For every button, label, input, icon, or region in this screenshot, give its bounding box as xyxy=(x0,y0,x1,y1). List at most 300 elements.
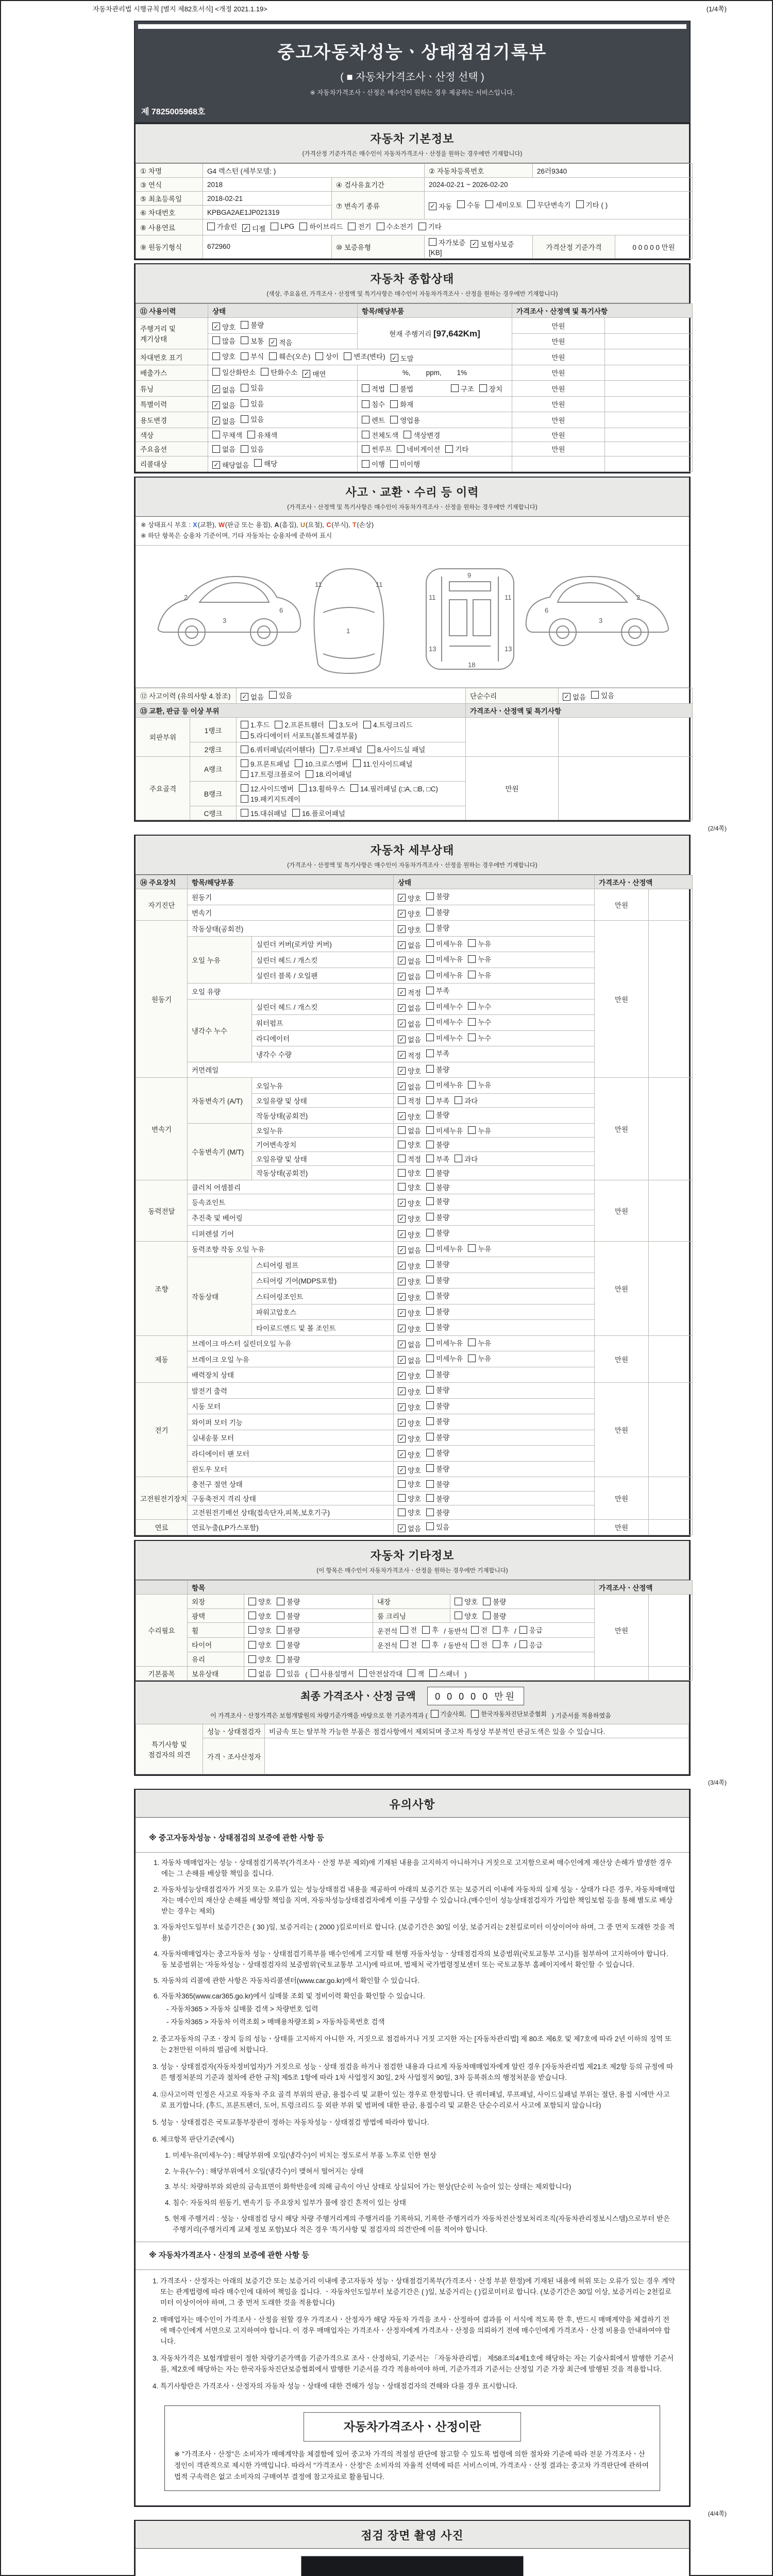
checkbox-box[interactable] xyxy=(426,1480,434,1488)
checkbox-box[interactable] xyxy=(468,1002,476,1010)
checkbox-option[interactable] xyxy=(468,1125,491,1136)
checkbox-option[interactable] xyxy=(471,1624,488,1635)
checkbox-option[interactable] xyxy=(398,1182,421,1192)
checkbox-option[interactable] xyxy=(212,460,249,470)
checkbox-box[interactable] xyxy=(398,1509,406,1516)
checkbox-box[interactable] xyxy=(362,400,369,408)
checkbox-box[interactable] xyxy=(212,385,220,393)
checkbox-option[interactable] xyxy=(397,444,440,454)
checkbox-option[interactable] xyxy=(353,758,412,769)
checkbox-box[interactable] xyxy=(269,352,277,360)
checkbox-box[interactable] xyxy=(362,445,369,453)
checkbox-box[interactable] xyxy=(397,445,405,453)
checkbox-box[interactable] xyxy=(426,987,434,994)
checkbox-box[interactable] xyxy=(455,1598,462,1605)
checkbox-option[interactable] xyxy=(398,1050,421,1060)
checkbox-option[interactable] xyxy=(426,1416,449,1426)
checkbox-option[interactable] xyxy=(377,221,413,231)
checkbox-box[interactable] xyxy=(350,784,358,792)
checkbox-option[interactable] xyxy=(398,1154,421,1164)
checkbox-option[interactable] xyxy=(426,1321,449,1332)
checkbox-option[interactable] xyxy=(398,971,421,981)
checkbox-option[interactable] xyxy=(426,954,463,964)
checkbox-box[interactable] xyxy=(426,1126,434,1134)
checkbox-option[interactable] xyxy=(398,1339,421,1349)
checkbox-box[interactable] xyxy=(277,1641,284,1649)
checkbox-option[interactable] xyxy=(390,383,413,394)
checkbox-option[interactable] xyxy=(426,1463,449,1473)
checkbox-option[interactable] xyxy=(426,1095,449,1106)
checkbox-box[interactable] xyxy=(241,336,248,344)
checkbox-option[interactable] xyxy=(426,1337,463,1348)
checkbox-option[interactable] xyxy=(426,891,449,901)
checkbox-box[interactable] xyxy=(398,894,406,902)
checkbox-option[interactable] xyxy=(277,1625,300,1635)
checkbox-box[interactable] xyxy=(299,223,307,230)
checkbox-box[interactable] xyxy=(398,1480,406,1488)
checkbox-option[interactable] xyxy=(426,1109,449,1120)
checkbox-box[interactable] xyxy=(426,1338,434,1346)
checkbox-box[interactable] xyxy=(248,1626,256,1634)
checkbox-option[interactable] xyxy=(426,1479,449,1489)
checkbox-box[interactable] xyxy=(241,721,248,728)
checkbox-box[interactable] xyxy=(248,1612,256,1619)
checkbox-option[interactable] xyxy=(426,1048,449,1058)
checkbox-option[interactable] xyxy=(451,383,474,394)
checkbox-option[interactable] xyxy=(426,1400,449,1411)
checkbox-option[interactable] xyxy=(398,1065,421,1076)
checkbox-box[interactable] xyxy=(426,1096,434,1104)
checkbox-box[interactable] xyxy=(248,1669,256,1677)
checkbox-option[interactable] xyxy=(299,783,345,793)
checkbox-box[interactable] xyxy=(212,417,220,425)
checkbox-box[interactable] xyxy=(398,1199,406,1207)
checkbox-box[interactable] xyxy=(398,988,406,996)
checkbox-box[interactable] xyxy=(398,957,406,964)
checkbox-box[interactable] xyxy=(398,1419,406,1427)
checkbox-option[interactable] xyxy=(468,954,491,964)
checkbox-option[interactable] xyxy=(468,970,491,980)
checkbox-box[interactable] xyxy=(426,971,434,978)
checkbox-box[interactable] xyxy=(212,352,220,360)
checkbox-box[interactable] xyxy=(422,1626,430,1634)
checkbox-option[interactable] xyxy=(400,1624,417,1635)
checkbox-box[interactable] xyxy=(470,240,478,248)
checkbox-box[interactable] xyxy=(426,1509,434,1516)
checkbox-box[interactable] xyxy=(426,1494,434,1502)
checkbox-option[interactable] xyxy=(248,1611,272,1621)
checkbox-option[interactable] xyxy=(418,221,442,231)
checkbox-option[interactable] xyxy=(398,1245,421,1255)
checkbox-box[interactable] xyxy=(426,908,434,916)
checkbox-option[interactable] xyxy=(485,199,522,210)
checkbox-option[interactable] xyxy=(426,1369,449,1379)
checkbox-option[interactable] xyxy=(241,758,290,769)
checkbox-box[interactable] xyxy=(429,1669,437,1677)
checkbox-box[interactable] xyxy=(212,431,220,438)
checkbox-box[interactable] xyxy=(398,1403,406,1411)
checkbox-option[interactable] xyxy=(470,239,514,249)
checkbox-box[interactable] xyxy=(311,1669,318,1677)
checkbox-option[interactable] xyxy=(493,1624,509,1635)
checkbox-box[interactable] xyxy=(426,1522,434,1530)
checkbox-box[interactable] xyxy=(429,202,436,210)
checkbox-option[interactable] xyxy=(576,199,608,210)
checkbox-option[interactable] xyxy=(426,1032,463,1043)
checkbox-box[interactable] xyxy=(426,1433,434,1440)
checkbox-option[interactable] xyxy=(271,223,294,230)
checkbox-box[interactable] xyxy=(426,1081,434,1089)
checkbox-option[interactable] xyxy=(398,1418,421,1428)
checkbox-option[interactable] xyxy=(468,1337,491,1348)
checkbox-option[interactable] xyxy=(429,1668,459,1679)
checkbox-box[interactable] xyxy=(468,1126,476,1134)
checkbox-option[interactable] xyxy=(241,808,287,818)
checkbox-box[interactable] xyxy=(426,1417,434,1425)
checkbox-option[interactable] xyxy=(329,719,358,730)
checkbox-option[interactable] xyxy=(212,335,236,346)
checkbox-option[interactable] xyxy=(493,1639,509,1650)
checkbox-option[interactable] xyxy=(292,808,345,818)
checkbox-option[interactable] xyxy=(398,924,421,935)
checkbox-option[interactable] xyxy=(398,1308,421,1318)
checkbox-box[interactable] xyxy=(277,1626,284,1634)
checkbox-box[interactable] xyxy=(426,1370,434,1378)
checkbox-box[interactable] xyxy=(471,1626,479,1634)
checkbox-box[interactable] xyxy=(398,1246,406,1254)
checkbox-option[interactable] xyxy=(398,1402,421,1412)
checkbox-option[interactable] xyxy=(269,337,292,347)
checkbox-box[interactable] xyxy=(362,416,369,423)
checkbox-box[interactable] xyxy=(398,1155,406,1162)
checkbox-option[interactable] xyxy=(591,690,614,700)
checkbox-box[interactable] xyxy=(468,1354,476,1362)
checkbox-box[interactable] xyxy=(426,1276,434,1283)
checkbox-option[interactable] xyxy=(468,1032,491,1043)
checkbox-option[interactable] xyxy=(426,1275,449,1285)
checkbox-box[interactable] xyxy=(241,809,248,817)
checkbox-box[interactable] xyxy=(277,1612,284,1619)
checkbox-box[interactable] xyxy=(398,973,406,980)
checkbox-box[interactable] xyxy=(398,1325,406,1332)
checkbox-box[interactable] xyxy=(398,1183,406,1191)
checkbox-option[interactable] xyxy=(303,368,326,379)
checkbox-box[interactable] xyxy=(377,223,384,230)
checkbox-option[interactable] xyxy=(426,985,449,995)
checkbox-box[interactable] xyxy=(426,1141,434,1148)
checkbox-box[interactable] xyxy=(519,1640,527,1648)
checkbox-box[interactable] xyxy=(398,1036,406,1043)
checkbox-option[interactable] xyxy=(212,430,242,440)
checkbox-box[interactable] xyxy=(455,1155,462,1162)
checkbox-option[interactable] xyxy=(455,1154,478,1164)
checkbox-option[interactable] xyxy=(212,384,236,395)
checkbox-option[interactable] xyxy=(398,1493,421,1503)
checkbox-box[interactable] xyxy=(485,200,493,208)
checkbox-option[interactable] xyxy=(241,769,300,779)
checkbox-box[interactable] xyxy=(426,939,434,947)
checkbox-box[interactable] xyxy=(398,1262,406,1269)
checkbox-box[interactable] xyxy=(212,401,220,409)
checkbox-box[interactable] xyxy=(493,1626,500,1634)
checkbox-option[interactable] xyxy=(426,1125,463,1136)
checkbox-box[interactable] xyxy=(391,354,398,362)
checkbox-option[interactable] xyxy=(391,353,414,363)
checkbox-option[interactable] xyxy=(457,199,480,210)
checkbox-option[interactable] xyxy=(398,893,421,903)
checkbox-option[interactable] xyxy=(398,1139,421,1149)
checkbox-box[interactable] xyxy=(404,431,411,438)
checkbox-option[interactable] xyxy=(212,416,236,426)
checkbox-box[interactable] xyxy=(426,1323,434,1331)
checkbox-option[interactable] xyxy=(241,719,270,730)
checkbox-box[interactable] xyxy=(398,1524,406,1532)
checkbox-box[interactable] xyxy=(241,693,248,701)
checkbox-option[interactable] xyxy=(426,1227,449,1238)
checkbox-option[interactable] xyxy=(359,1668,402,1679)
checkbox-option[interactable] xyxy=(429,201,452,211)
checkbox-option[interactable] xyxy=(398,1213,421,1224)
checkbox-box[interactable] xyxy=(212,461,220,469)
checkbox-box[interactable] xyxy=(212,368,220,376)
checkbox-box[interactable] xyxy=(390,460,398,468)
checkbox-box[interactable] xyxy=(426,1197,434,1205)
checkbox-option[interactable] xyxy=(277,1639,300,1650)
checkbox-option[interactable] xyxy=(241,398,264,409)
checkbox-box[interactable] xyxy=(471,1710,479,1718)
checkbox-option[interactable] xyxy=(479,383,502,394)
checkbox-box[interactable] xyxy=(248,1641,256,1649)
checkbox-option[interactable] xyxy=(426,922,449,933)
checkbox-option[interactable] xyxy=(426,1493,449,1503)
checkbox-option[interactable] xyxy=(241,351,264,361)
checkbox-box[interactable] xyxy=(398,1082,406,1090)
checkbox-box[interactable] xyxy=(426,1002,434,1010)
checkbox-box[interactable] xyxy=(398,1309,406,1317)
checkbox-box[interactable] xyxy=(277,1598,284,1605)
checkbox-box[interactable] xyxy=(277,1669,284,1677)
checkbox-option[interactable] xyxy=(362,383,385,394)
checkbox-option[interactable] xyxy=(398,1370,421,1381)
checkbox-option[interactable] xyxy=(426,1079,463,1090)
checkbox-option[interactable] xyxy=(247,430,277,440)
checkbox-box[interactable] xyxy=(277,1655,284,1663)
checkbox-box[interactable] xyxy=(426,1111,434,1118)
checkbox-option[interactable] xyxy=(212,321,236,332)
checkbox-box[interactable] xyxy=(299,784,307,792)
checkbox-box[interactable] xyxy=(400,1626,408,1634)
checkbox-box[interactable] xyxy=(426,892,434,900)
checkbox-option[interactable] xyxy=(241,793,300,804)
checkbox-option[interactable] xyxy=(398,956,421,966)
checkbox-option[interactable] xyxy=(277,1611,300,1621)
checkbox-box[interactable] xyxy=(468,1033,476,1041)
checkbox-box[interactable] xyxy=(426,1244,434,1252)
checkbox-option[interactable] xyxy=(426,1167,449,1178)
checkbox-option[interactable] xyxy=(362,430,398,440)
checkbox-box[interactable] xyxy=(468,939,476,947)
checkbox-option[interactable] xyxy=(519,1639,543,1650)
checkbox-option[interactable] xyxy=(248,1596,272,1606)
checkbox-box[interactable] xyxy=(390,400,398,408)
checkbox-box[interactable] xyxy=(241,399,248,407)
checkbox-box[interactable] xyxy=(468,1018,476,1026)
checkbox-box[interactable] xyxy=(344,352,351,360)
checkbox-option[interactable] xyxy=(362,444,392,454)
checkbox-option[interactable] xyxy=(455,1095,478,1106)
checkbox-box[interactable] xyxy=(329,721,337,728)
checkbox-box[interactable] xyxy=(362,460,369,468)
checkbox-option[interactable] xyxy=(422,1624,439,1635)
checkbox-box[interactable] xyxy=(398,1096,406,1104)
checkbox-box[interactable] xyxy=(362,431,369,438)
checkbox-box[interactable] xyxy=(398,1356,406,1364)
checkbox-box[interactable] xyxy=(400,1640,408,1648)
checkbox-box[interactable] xyxy=(212,323,220,330)
checkbox-box[interactable] xyxy=(468,1081,476,1089)
checkbox-option[interactable] xyxy=(398,1261,421,1271)
checkbox-box[interactable] xyxy=(261,368,268,376)
checkbox-box[interactable] xyxy=(303,370,310,378)
checkbox-option[interactable] xyxy=(362,415,385,425)
checkbox-option[interactable] xyxy=(426,1353,463,1363)
checkbox-box[interactable] xyxy=(426,1049,434,1057)
checkbox-option[interactable] xyxy=(468,1016,491,1027)
checkbox-option[interactable] xyxy=(422,1639,439,1650)
checkbox-option[interactable] xyxy=(350,783,438,793)
checkbox-option[interactable] xyxy=(398,1292,421,1302)
checkbox-option[interactable] xyxy=(400,1639,417,1650)
checkbox-box[interactable] xyxy=(426,1260,434,1268)
checkbox-option[interactable] xyxy=(445,444,468,454)
checkbox-option[interactable] xyxy=(398,1125,421,1136)
checkbox-box[interactable] xyxy=(241,445,248,453)
checkbox-option[interactable] xyxy=(398,987,421,997)
checkbox-box[interactable] xyxy=(451,384,459,392)
checkbox-box[interactable] xyxy=(398,1372,406,1380)
checkbox-box[interactable] xyxy=(527,200,535,208)
checkbox-option[interactable] xyxy=(241,730,357,740)
checkbox-option[interactable] xyxy=(426,938,463,948)
checkbox-box[interactable] xyxy=(408,1669,415,1677)
checkbox-box[interactable] xyxy=(359,1669,367,1677)
checkbox-option[interactable] xyxy=(269,690,292,700)
checkbox-box[interactable] xyxy=(426,1183,434,1191)
checkbox-box[interactable] xyxy=(390,384,398,392)
checkbox-box[interactable] xyxy=(426,1449,434,1456)
checkbox-option[interactable] xyxy=(408,1668,424,1679)
checkbox-option[interactable] xyxy=(426,1139,449,1149)
checkbox-option[interactable] xyxy=(242,223,265,233)
checkbox-option[interactable] xyxy=(367,744,425,754)
checkbox-box[interactable] xyxy=(241,770,248,778)
checkbox-box[interactable] xyxy=(398,1450,406,1458)
checkbox-option[interactable] xyxy=(398,1324,421,1334)
checkbox-option[interactable] xyxy=(241,744,315,754)
checkbox-option[interactable] xyxy=(299,221,343,231)
checkbox-box[interactable] xyxy=(457,200,465,208)
checkbox-box[interactable] xyxy=(398,1004,406,1012)
checkbox-box[interactable] xyxy=(445,445,453,453)
checkbox-box[interactable] xyxy=(398,1293,406,1301)
checkbox-option[interactable] xyxy=(431,1709,466,1718)
checkbox-box[interactable] xyxy=(398,1230,406,1238)
checkbox-option[interactable] xyxy=(212,351,236,361)
checkbox-option[interactable] xyxy=(426,1016,463,1027)
checkbox-option[interactable] xyxy=(426,1001,463,1011)
checkbox-box[interactable] xyxy=(431,1710,439,1718)
checkbox-option[interactable] xyxy=(426,1259,449,1269)
checkbox-option[interactable] xyxy=(363,719,412,730)
checkbox-box[interactable] xyxy=(362,384,369,392)
checkbox-option[interactable] xyxy=(398,908,421,919)
checkbox-option[interactable] xyxy=(398,1167,421,1178)
checkbox-option[interactable] xyxy=(426,907,449,917)
checkbox-box[interactable] xyxy=(271,223,278,230)
checkbox-box[interactable] xyxy=(306,770,313,778)
checkbox-box[interactable] xyxy=(398,1126,406,1134)
checkbox-box[interactable] xyxy=(426,1292,434,1299)
checkbox-box[interactable] xyxy=(398,1020,406,1027)
checkbox-box[interactable] xyxy=(348,223,356,230)
checkbox-box[interactable] xyxy=(212,336,220,344)
checkbox-option[interactable] xyxy=(426,1521,449,1532)
checkbox-option[interactable] xyxy=(207,221,237,231)
checkbox-option[interactable] xyxy=(426,1196,449,1206)
checkbox-option[interactable] xyxy=(398,1111,421,1122)
checkbox-option[interactable] xyxy=(398,940,421,950)
checkbox-option[interactable] xyxy=(344,351,385,361)
checkbox-option[interactable] xyxy=(519,1624,543,1635)
checkbox-option[interactable] xyxy=(241,783,294,793)
checkbox-option[interactable] xyxy=(471,1709,547,1718)
checkbox-option[interactable] xyxy=(320,744,362,754)
checkbox-box[interactable] xyxy=(576,200,584,208)
checkbox-box[interactable] xyxy=(493,1640,500,1648)
checkbox-option[interactable] xyxy=(398,1095,421,1106)
checkbox-option[interactable] xyxy=(404,430,440,440)
checkbox-option[interactable] xyxy=(455,1596,478,1606)
checkbox-box[interactable] xyxy=(519,1626,527,1634)
checkbox-box[interactable] xyxy=(455,1096,462,1104)
checkbox-option[interactable] xyxy=(426,1182,449,1192)
checkbox-option[interactable] xyxy=(483,1611,506,1621)
checkbox-box[interactable] xyxy=(483,1612,491,1619)
checkbox-box[interactable] xyxy=(398,1494,406,1502)
checkbox-box[interactable] xyxy=(468,971,476,978)
checkbox-box[interactable] xyxy=(426,1018,434,1026)
checkbox-option[interactable] xyxy=(261,367,297,377)
checkbox-option[interactable] xyxy=(468,1243,491,1253)
checkbox-option[interactable] xyxy=(212,400,236,410)
checkbox-box[interactable] xyxy=(563,693,570,701)
checkbox-box[interactable] xyxy=(241,784,248,792)
checkbox-option[interactable] xyxy=(468,938,491,948)
checkbox-option[interactable] xyxy=(398,1034,421,1044)
checkbox-option[interactable] xyxy=(426,1154,449,1164)
checkbox-box[interactable] xyxy=(248,1598,256,1605)
checkbox-box[interactable] xyxy=(242,224,250,232)
checkbox-box[interactable] xyxy=(398,1278,406,1285)
checkbox-option[interactable] xyxy=(398,1433,421,1444)
checkbox-option[interactable] xyxy=(398,1449,421,1460)
checkbox-option[interactable] xyxy=(398,1479,421,1489)
checkbox-box[interactable] xyxy=(471,1640,479,1648)
checkbox-option[interactable] xyxy=(212,444,236,454)
checkbox-option[interactable] xyxy=(248,1654,272,1664)
checkbox-option[interactable] xyxy=(241,382,264,393)
checkbox-box[interactable] xyxy=(426,1354,434,1362)
